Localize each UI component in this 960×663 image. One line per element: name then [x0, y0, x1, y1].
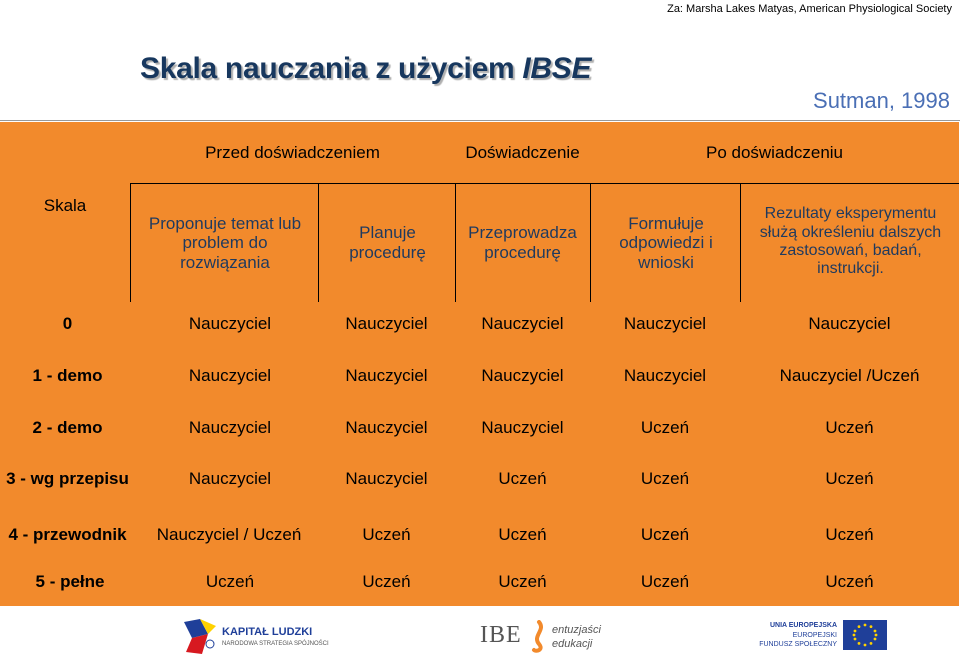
- table-cell: Nauczyciel: [188, 418, 272, 438]
- table-cell: Uczeń: [640, 572, 690, 592]
- header-formulate-conclusions: Formułuje odpowiedzi i wnioski: [619, 213, 713, 272]
- header-plan-procedure: Planuje procedurę: [349, 223, 426, 262]
- table-cell: Uczeń: [825, 525, 874, 545]
- eu-logo: [755, 616, 945, 658]
- ibe-wordmark: IBE: [480, 622, 522, 648]
- kapital-ludzki-subtitle: NARODOWA STRATEGIA SPÓJNOŚCI: [222, 641, 329, 647]
- phase-header-experiment: Doświadczenie: [465, 143, 580, 163]
- eu-line-2: EUROPEJSKI: [792, 632, 837, 639]
- eu-line-1: UNIA EUROPEJSKA: [769, 622, 837, 629]
- kapital-ludzki-name: KAPITAŁ LUDZKI: [222, 626, 313, 638]
- table-cell: Nauczyciel: [345, 469, 428, 489]
- header-divider-3: [455, 183, 456, 302]
- table-cell: Uczeń: [640, 418, 690, 438]
- table-cell: Nauczyciel: [481, 366, 564, 386]
- header-divider-1: [130, 183, 131, 302]
- eu-flag-icon: [843, 620, 887, 650]
- ibe-tagline-2: edukacji: [552, 638, 593, 650]
- row-level: 3 - wg przepisu: [6, 469, 129, 489]
- table-cell: Uczeń: [825, 572, 874, 592]
- table-cell: Nauczyciel: [623, 366, 707, 386]
- header-propose-topic: Proponuje temat lub problem do rozwiązania: [148, 213, 302, 272]
- header-divider-2: [318, 183, 319, 302]
- kapital-ludzki-emblem-icon: [180, 616, 220, 658]
- row-level: 1 - demo: [32, 366, 103, 386]
- header-conduct-procedure: Przeprowadza procedurę: [468, 223, 577, 262]
- table-cell: Nauczyciel: [623, 314, 707, 334]
- table-cell: Nauczyciel / Uczeń: [156, 525, 302, 545]
- row-level: 0: [62, 314, 73, 334]
- ibe-logo: [480, 616, 610, 658]
- title-emphasis: IBSE: [522, 52, 592, 85]
- table-cell: Uczeń: [825, 469, 874, 489]
- table-cell: Nauczyciel: [345, 418, 428, 438]
- table-cell: Uczeń: [640, 469, 690, 489]
- ibse-scale-table: [0, 122, 959, 606]
- table-cell: Nauczyciel: [345, 314, 428, 334]
- eu-line-3: FUNDUSZ SPOŁECZNY: [759, 641, 837, 648]
- table-cell: Nauczyciel: [188, 469, 272, 489]
- table-cell: Nauczyciel: [188, 314, 272, 334]
- header-divider-4: [590, 183, 591, 302]
- title-divider: [0, 120, 960, 121]
- header-results-applications: Rezultaty eksperymentu służą określeniu dalszych zastosowań, badań, instrukcji.: [759, 205, 942, 278]
- kapital-ludzki-logo: [180, 616, 340, 658]
- row-level: 2 - demo: [32, 418, 103, 438]
- table-cell: Nauczyciel: [481, 314, 564, 334]
- table-cell: Nauczyciel: [481, 418, 564, 438]
- table-cell: Uczeń: [362, 525, 411, 545]
- header-top-line: [130, 183, 959, 184]
- row-level: 4 - przewodnik: [8, 525, 127, 545]
- header-scale: Skala: [43, 196, 87, 215]
- table-cell: Uczeń: [362, 572, 411, 592]
- table-cell: Uczeń: [205, 572, 255, 592]
- phase-header-after: Po doświadczeniu: [705, 143, 844, 163]
- table-cell: Nauczyciel: [345, 366, 428, 386]
- ibe-swirl-icon: [528, 620, 550, 654]
- attribution: Za: Marsha Lakes Matyas, American Physiological Society: [667, 3, 952, 15]
- table-cell: Uczeń: [640, 525, 690, 545]
- source-citation: Sutman, 1998: [813, 88, 950, 113]
- table-cell: Uczeń: [498, 525, 547, 545]
- table-cell: Nauczyciel: [808, 314, 891, 334]
- table-cell: Uczeń: [498, 469, 547, 489]
- footer-logos: [0, 606, 960, 661]
- table-cell: Nauczyciel /Uczeń: [779, 366, 920, 386]
- table-cell: Uczeń: [825, 418, 874, 438]
- page-title: [140, 52, 591, 86]
- table-cell: Nauczyciel: [188, 366, 272, 386]
- header-divider-5: [740, 183, 741, 302]
- row-level: 5 - pełne: [35, 572, 105, 592]
- ibe-tagline-1: entuzjaści: [552, 624, 601, 636]
- phase-header-before: Przed doświadczeniem: [205, 143, 380, 163]
- title-main: Skala nauczania z użyciem: [140, 52, 523, 85]
- table-cell: Uczeń: [498, 572, 547, 592]
